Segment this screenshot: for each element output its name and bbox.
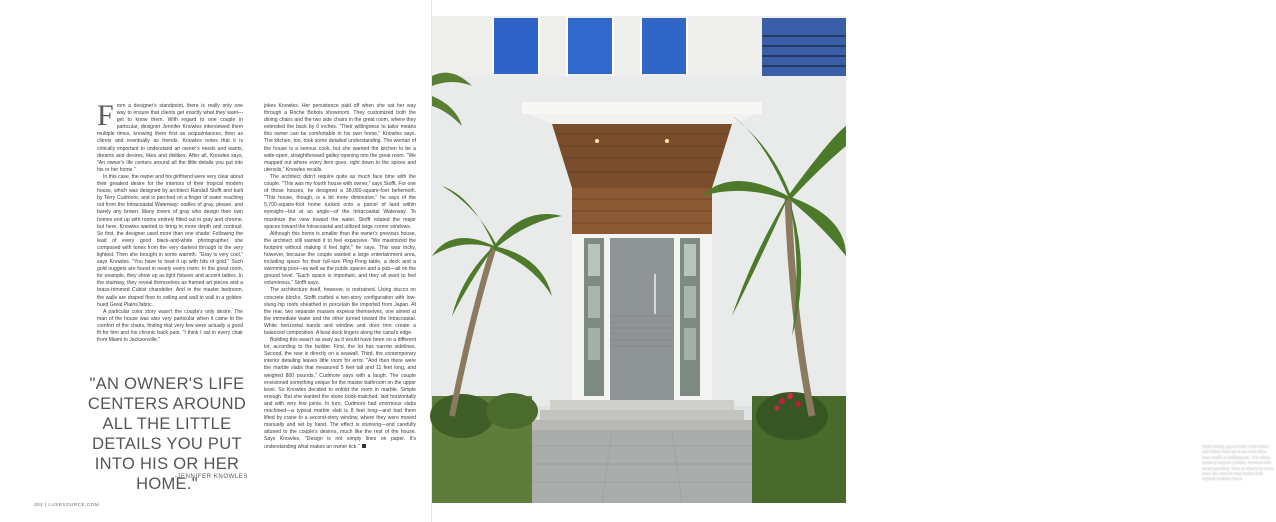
paragraph: rom a designer's standpoint, there is really only one way to ensure that clients get exactly what they want—get to know them. With regard to one couple in particular, designer Jennifer Knowles interviewed them multiple times, knowing them first as acquaintances, then as clients and eventually as friends. Knowles notes that it is critically important to understand an owner's needs and wants, dreams and desires, likes and dislikes. After all, Knowles says, "An owner's life centers around all the little details you put into his or her home." (97, 103, 243, 173)
paragraph-text: Building this wasn't as easy as it would have been on a different lot, according to the builder. First, the lot has narrow sidelines. Second, the rear is directly on a seawall. Third, the contemporary interior detailing leaves little room for error. "And then there were the marble slabs that measured 5 feet tall and 11 feet long, and weighed 800 pounds," Cudmore says with a laugh. The couple envisioned something unique for the master bathroom on the upper level. So Knowles decided to enfold the room in marble. Simple enough. But she wanted the stone book-matched, laid horizontally and with very few joints. In turn, Cudmore had enormous slabs machined—a typical marble slab is 8 feet long—and had them lifted by crane to a second-story window, where they were moved manually and set by hand. The effect is stunning—and carefully attuned to the couple's desires, much like the rest of the house. Says Knowles, "Design is not simply lines on paper. It's understanding what makes an owner tick." (264, 337, 416, 450)
drop-cap: F (97, 99, 114, 132)
entry-photo (432, 16, 1274, 503)
page-folio: 302 | LUXESOURCE.COM (34, 502, 100, 507)
article-column-1 (97, 99, 243, 363)
paragraph (264, 337, 416, 451)
pull-quote: "AN OWNER'S LIFE CENTERS AROUND ALL THE LITTLE DETAILS YOU PUT INTO HIS OR HER HOME." (87, 375, 247, 493)
paragraph: The architect didn't require quite as much face time with the couple. "This was my fourth house with owner," says Stofft. For one of those houses, he designed a 38,000-square-foot behemoth. "This house, though, is a bit more diminutive," he says of the 5,700-square-foot home tucked onto a parcel of land within eyesight—but at an angle—of the Intracoastal Waterway. To maximize the view toward the water, Stofft rotated the major spaces toward the Intracoastal and utilized large corner windows. (264, 173, 416, 230)
paragraph: Although this home is smaller than the owner's previous house, the architect still wanted it to feel expansive. "We maximized the footprint without making it feel tight," he says. This was tricky, however, because the couple wanted a large entertainment area, including space for their full-size Ping-Pong table, a deck and a swimming pool—as well as the public spaces and a pub—all on the ground level. "Each space is important, and they all want to feel voluminous," Stofft says. (264, 230, 416, 287)
paragraph: The architecture itself, however, is restrained. Using stucco on concrete blocks, Stofft crafted a two-story configuration with low-slung hip roofs sheathed in porcelain tile imported from Japan. At the rear, two separate masses express themselves, one aimed at the immediate water and the other turned toward the Intracoastal. White horizontal bands and window and door trim create a balanced composition. A boat dock lingers along the canal's edge. (264, 287, 416, 336)
end-mark-icon (362, 444, 366, 448)
paragraph: In this case, the owner and his girlfriend were very clear about their greatest desire for the interiors of their tropical modern house, which was designed by architect Randall Stofft and built by Terry Cudmore, and is perched on a finger of water reaching out from the Intracoastal Waterway: oodles of gray, please, and barely any brown. Many lovers of gray who design their own homes end up with rooms entirely fitted out in gray and chrome, but here, Knowles wanted to bring in more depth and contrast. So first, the designer used more than one shade: Following the lead of every good black-and-white photographer, she composed with tones from the very darkest through to the very lightest. Then she brought in some warmth. "Gray is very cool," says Knowles. "You have to heat it up with hits of gold." Such gold nuggets are found in nearly every room. In the great room, for example, they show up as light fixtures and accent tables. In the stairway, they reveal themselves as framed art pieces and a brass-trimmed Cubist chandelier. And in the master bedroom, the walls are draped floor to ceiling and wall to wall in a golden-hued Great Plains fabric. (97, 173, 243, 308)
house-entry-illustration (432, 16, 846, 503)
paragraph: jokes Knowles. Her persistence paid off when she sat her way through a Roche Bobois showroom. They customized both the dining chairs and the two side chairs in the great room, where they extended the back by 6 inches. "Their willingness to tailor means this owner can be comfortable in his own home," Knowles says. The kitchen, too, took some detailed understanding. The woman of the house is a serious cook, but she wanted the kitchen to be a wide-open, straightforward galley opening into the great room. "We mapped out where every item goes, right down to the spices and utensils," Knowles recalls. (264, 103, 416, 173)
paragraph: A particular color story wasn't the couple's only desire. The man of the house was also very particular when it came to the comfort of the chairs, finding that very few were actually a good fit for him and his chronic back pain. "I think I sat in every chair from Miami to Jacksonville," (97, 308, 243, 344)
article-column-2 (264, 103, 416, 498)
pull-quote-attribution: -JENNIFER KNOWLES (174, 474, 248, 480)
photo-caption: Earth-toned pavers from Cabo Brick and Stone lead up to an entry door from Smith & Dobbelaere. The white-washed exterior palette, warmed with wood paneling, hints at what's to come once the owners step inside their tropical modern home. (1202, 444, 1274, 482)
